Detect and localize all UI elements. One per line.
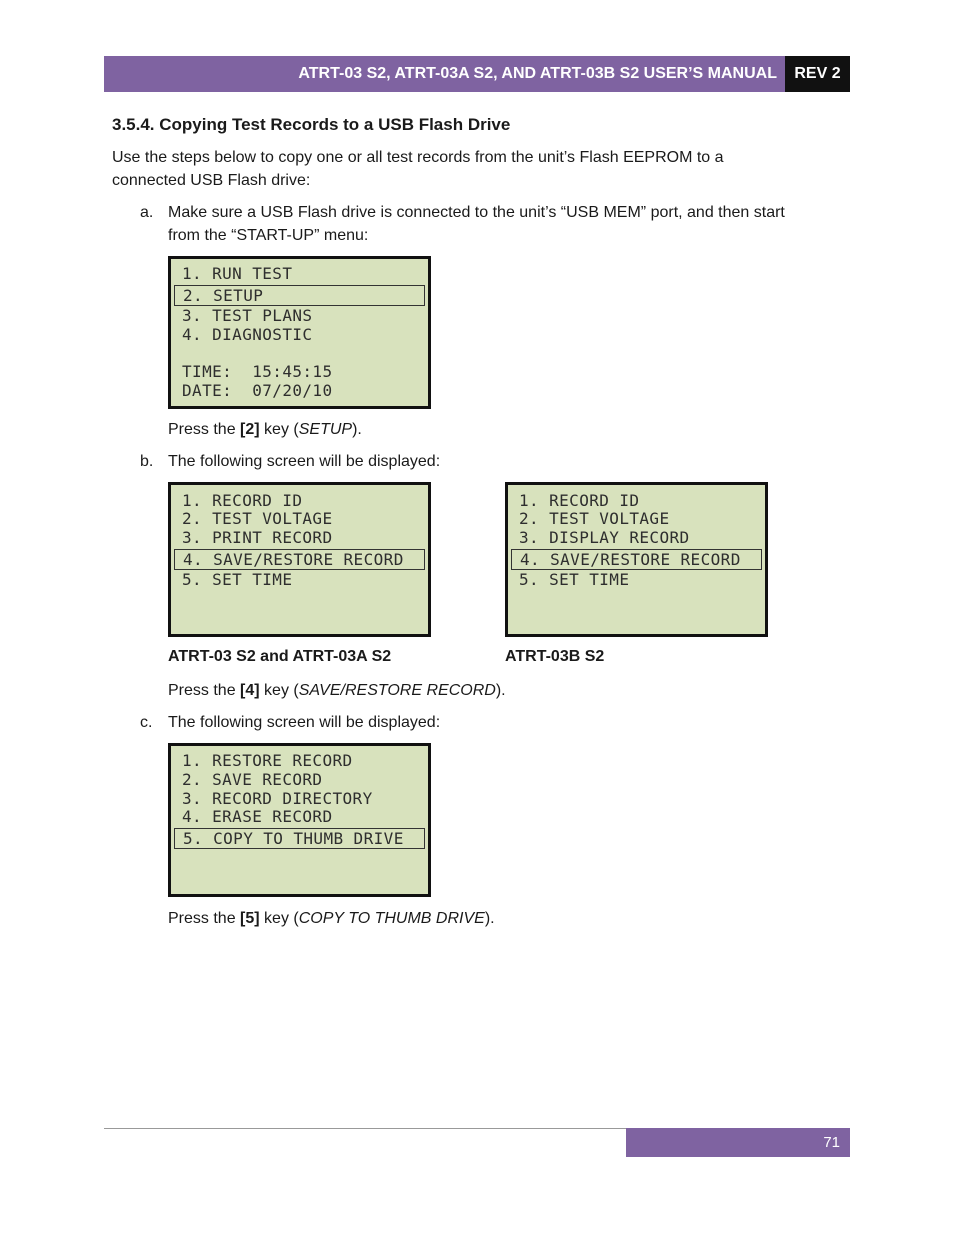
section-title: 3.5.4. Copying Test Records to a USB Flash Drive [112, 115, 511, 134]
step-c-text: The following screen will be displayed: [168, 714, 441, 731]
caption-atrt03-atrt03a: ATRT-03 S2 and ATRT-03A S2 [168, 648, 392, 665]
press-mid: key ( [259, 682, 299, 699]
lcd-line: 1. RESTORE RECORD [182, 751, 353, 770]
page-number: 71 [823, 1134, 840, 1151]
step-c-marker: c. [140, 714, 153, 731]
lcd-line: 3. PRINT RECORD [182, 528, 333, 547]
intro-line-1: Use the steps below to copy one or all test records from the unit’s Flash EEPROM to a [112, 149, 724, 166]
press-mid: key ( [259, 910, 299, 927]
press-prefix: Press the [168, 421, 241, 438]
lcd-line: 1. RUN TEST [182, 264, 293, 283]
step-a-marker: a. [140, 204, 154, 221]
lcd-line-selected: 4. SAVE/RESTORE RECORD [174, 549, 425, 570]
lcd-line: 5. SET TIME [182, 570, 293, 589]
lcd-line: 1. RECORD ID [182, 491, 303, 510]
lcd-line: 3. DISPLAY RECORD [519, 528, 690, 547]
lcd-setup-menu-atrt03b [505, 482, 768, 637]
key-4-label: [4] [240, 682, 260, 699]
step-a-line-1: Make sure a USB Flash drive is connected to the unit’s “USB MEM” port, and then start [168, 204, 785, 221]
revision-badge [785, 56, 850, 92]
press-prefix: Press the [168, 910, 241, 927]
lcd-startup-menu [168, 256, 431, 409]
lcd-line: 2. TEST VOLTAGE [182, 509, 333, 528]
lcd-line: 3. RECORD DIRECTORY [182, 789, 373, 808]
command-name: COPY TO THUMB DRIVE [298, 910, 485, 927]
lcd-line: 4. ERASE RECORD [182, 807, 333, 826]
press-suffix: ). [484, 910, 495, 927]
step-b-instruction [168, 679, 506, 702]
revision-label: REV 2 [794, 65, 841, 82]
command-name: SAVE/RESTORE RECORD [298, 682, 496, 699]
footer-page-bar [626, 1128, 850, 1157]
lcd-line-selected: 5. COPY TO THUMB DRIVE [174, 828, 425, 849]
key-2-label: [2] [240, 421, 260, 438]
press-mid: key ( [259, 421, 299, 438]
press-suffix: ). [495, 682, 506, 699]
step-b-marker: b. [140, 453, 154, 470]
intro-line-2: connected USB Flash drive: [112, 172, 311, 189]
header-title: ATRT-03 S2, ATRT-03A S2, AND ATRT-03B S2 USER’S MANUAL [298, 65, 777, 82]
step-a-instruction [168, 418, 362, 441]
step-a-line-2: from the “START-UP” menu: [168, 227, 369, 244]
lcd-time-line: TIME: 15:45:15 [182, 362, 333, 381]
command-name: SETUP [298, 421, 353, 438]
caption-atrt03b: ATRT-03B S2 [505, 648, 605, 665]
press-prefix: Press the [168, 682, 241, 699]
header-title-bar [104, 56, 785, 92]
lcd-line: 1. RECORD ID [519, 491, 640, 510]
lcd-setup-menu-atrt03 [168, 482, 431, 637]
press-suffix: ). [352, 421, 362, 438]
lcd-line: 2. SAVE RECORD [182, 770, 323, 789]
lcd-line: 2. TEST VOLTAGE [519, 509, 670, 528]
lcd-line: 4. DIAGNOSTIC [182, 325, 313, 344]
lcd-line: 3. TEST PLANS [182, 306, 313, 325]
lcd-line: 5. SET TIME [519, 570, 630, 589]
lcd-save-restore-menu [168, 743, 431, 897]
step-c-instruction [168, 907, 495, 930]
key-5-label: [5] [240, 910, 260, 927]
lcd-line-selected: 2. SETUP [174, 285, 425, 306]
step-b-text: The following screen will be displayed: [168, 453, 441, 470]
lcd-date-line: DATE: 07/20/10 [182, 381, 333, 400]
lcd-line-selected: 4. SAVE/RESTORE RECORD [511, 549, 762, 570]
